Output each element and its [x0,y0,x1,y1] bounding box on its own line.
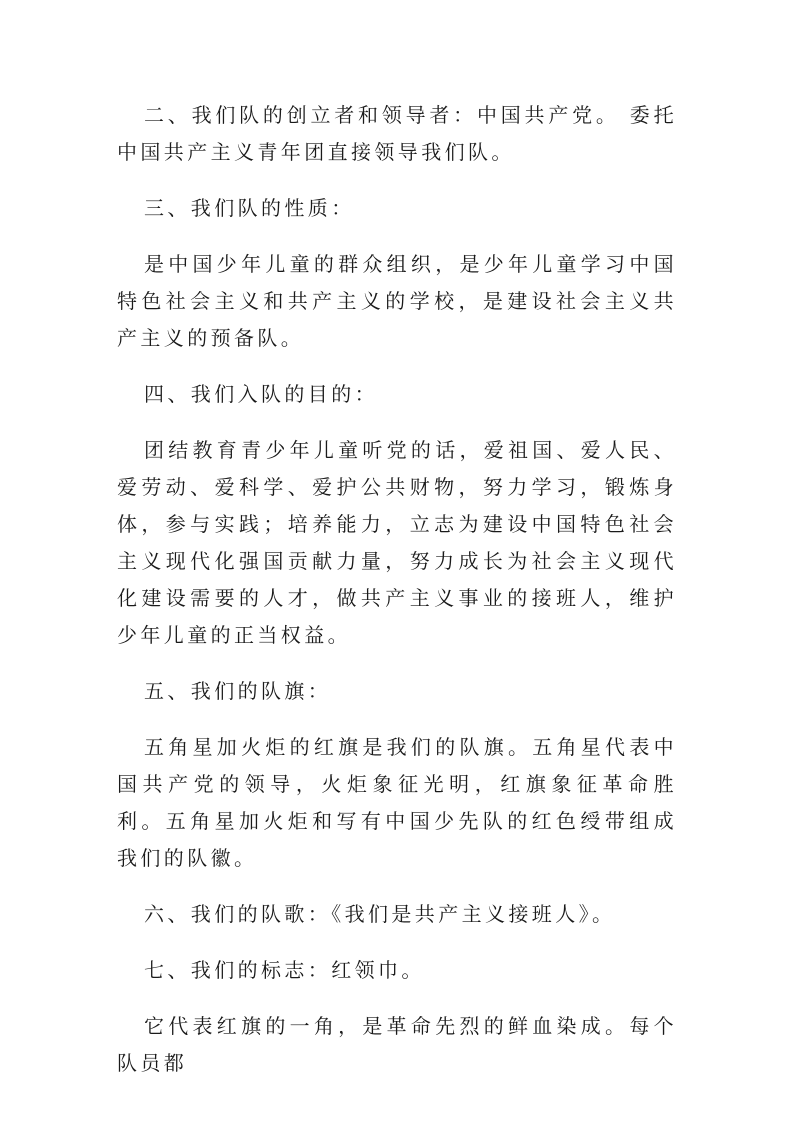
paragraph-purpose: 团结教育青少年儿童听党的话，爱祖国、爱人民、爱劳动、爱科学、爱护公共财物，努力学习，锻炼身体，参与实践；培养能力，立志为建设中国特色社会主义现代化强国贡献力量，努力成长为社会主义现代化建设需要的人才，做共产主义事业的接班人，维护少年儿童的正当权益。 [117,438,677,647]
paragraph-song: 六、我们的队歌：《我们是共产主义接班人》。 [144,902,616,926]
paragraph-leadership: 二、我们队的创立者和领导者：中国共产党。 委托中国共产主义青年团直接领导我们队。 [117,103,677,164]
heading-nature: 三、我们队的性质： [144,196,355,220]
heading-symbol: 七、我们的标志：红领巾。 [144,958,425,982]
paragraph-flag: 五角星加火炬的红旗是我们的队旗。五角星代表中国共产党的领导，火炬象征光明，红旗象征革命胜利。五角星加火炬和写有中国少先队的红色绶带组成我们的队徽。 [117,735,677,870]
document-body [117,97,677,1101]
heading-purpose: 四、我们入队的目的： [144,382,378,406]
heading-flag: 五、我们的队旗： [144,679,332,703]
paragraph-nature: 是中国少年儿童的群众组织，是少年儿童学习中国特色社会主义和共产主义的学校，是建设社会主义共产主义的预备队。 [117,252,677,350]
paragraph-symbol: 它代表红旗的一角，是革命先烈的鲜血染成。每个队员都 [117,1014,677,1075]
